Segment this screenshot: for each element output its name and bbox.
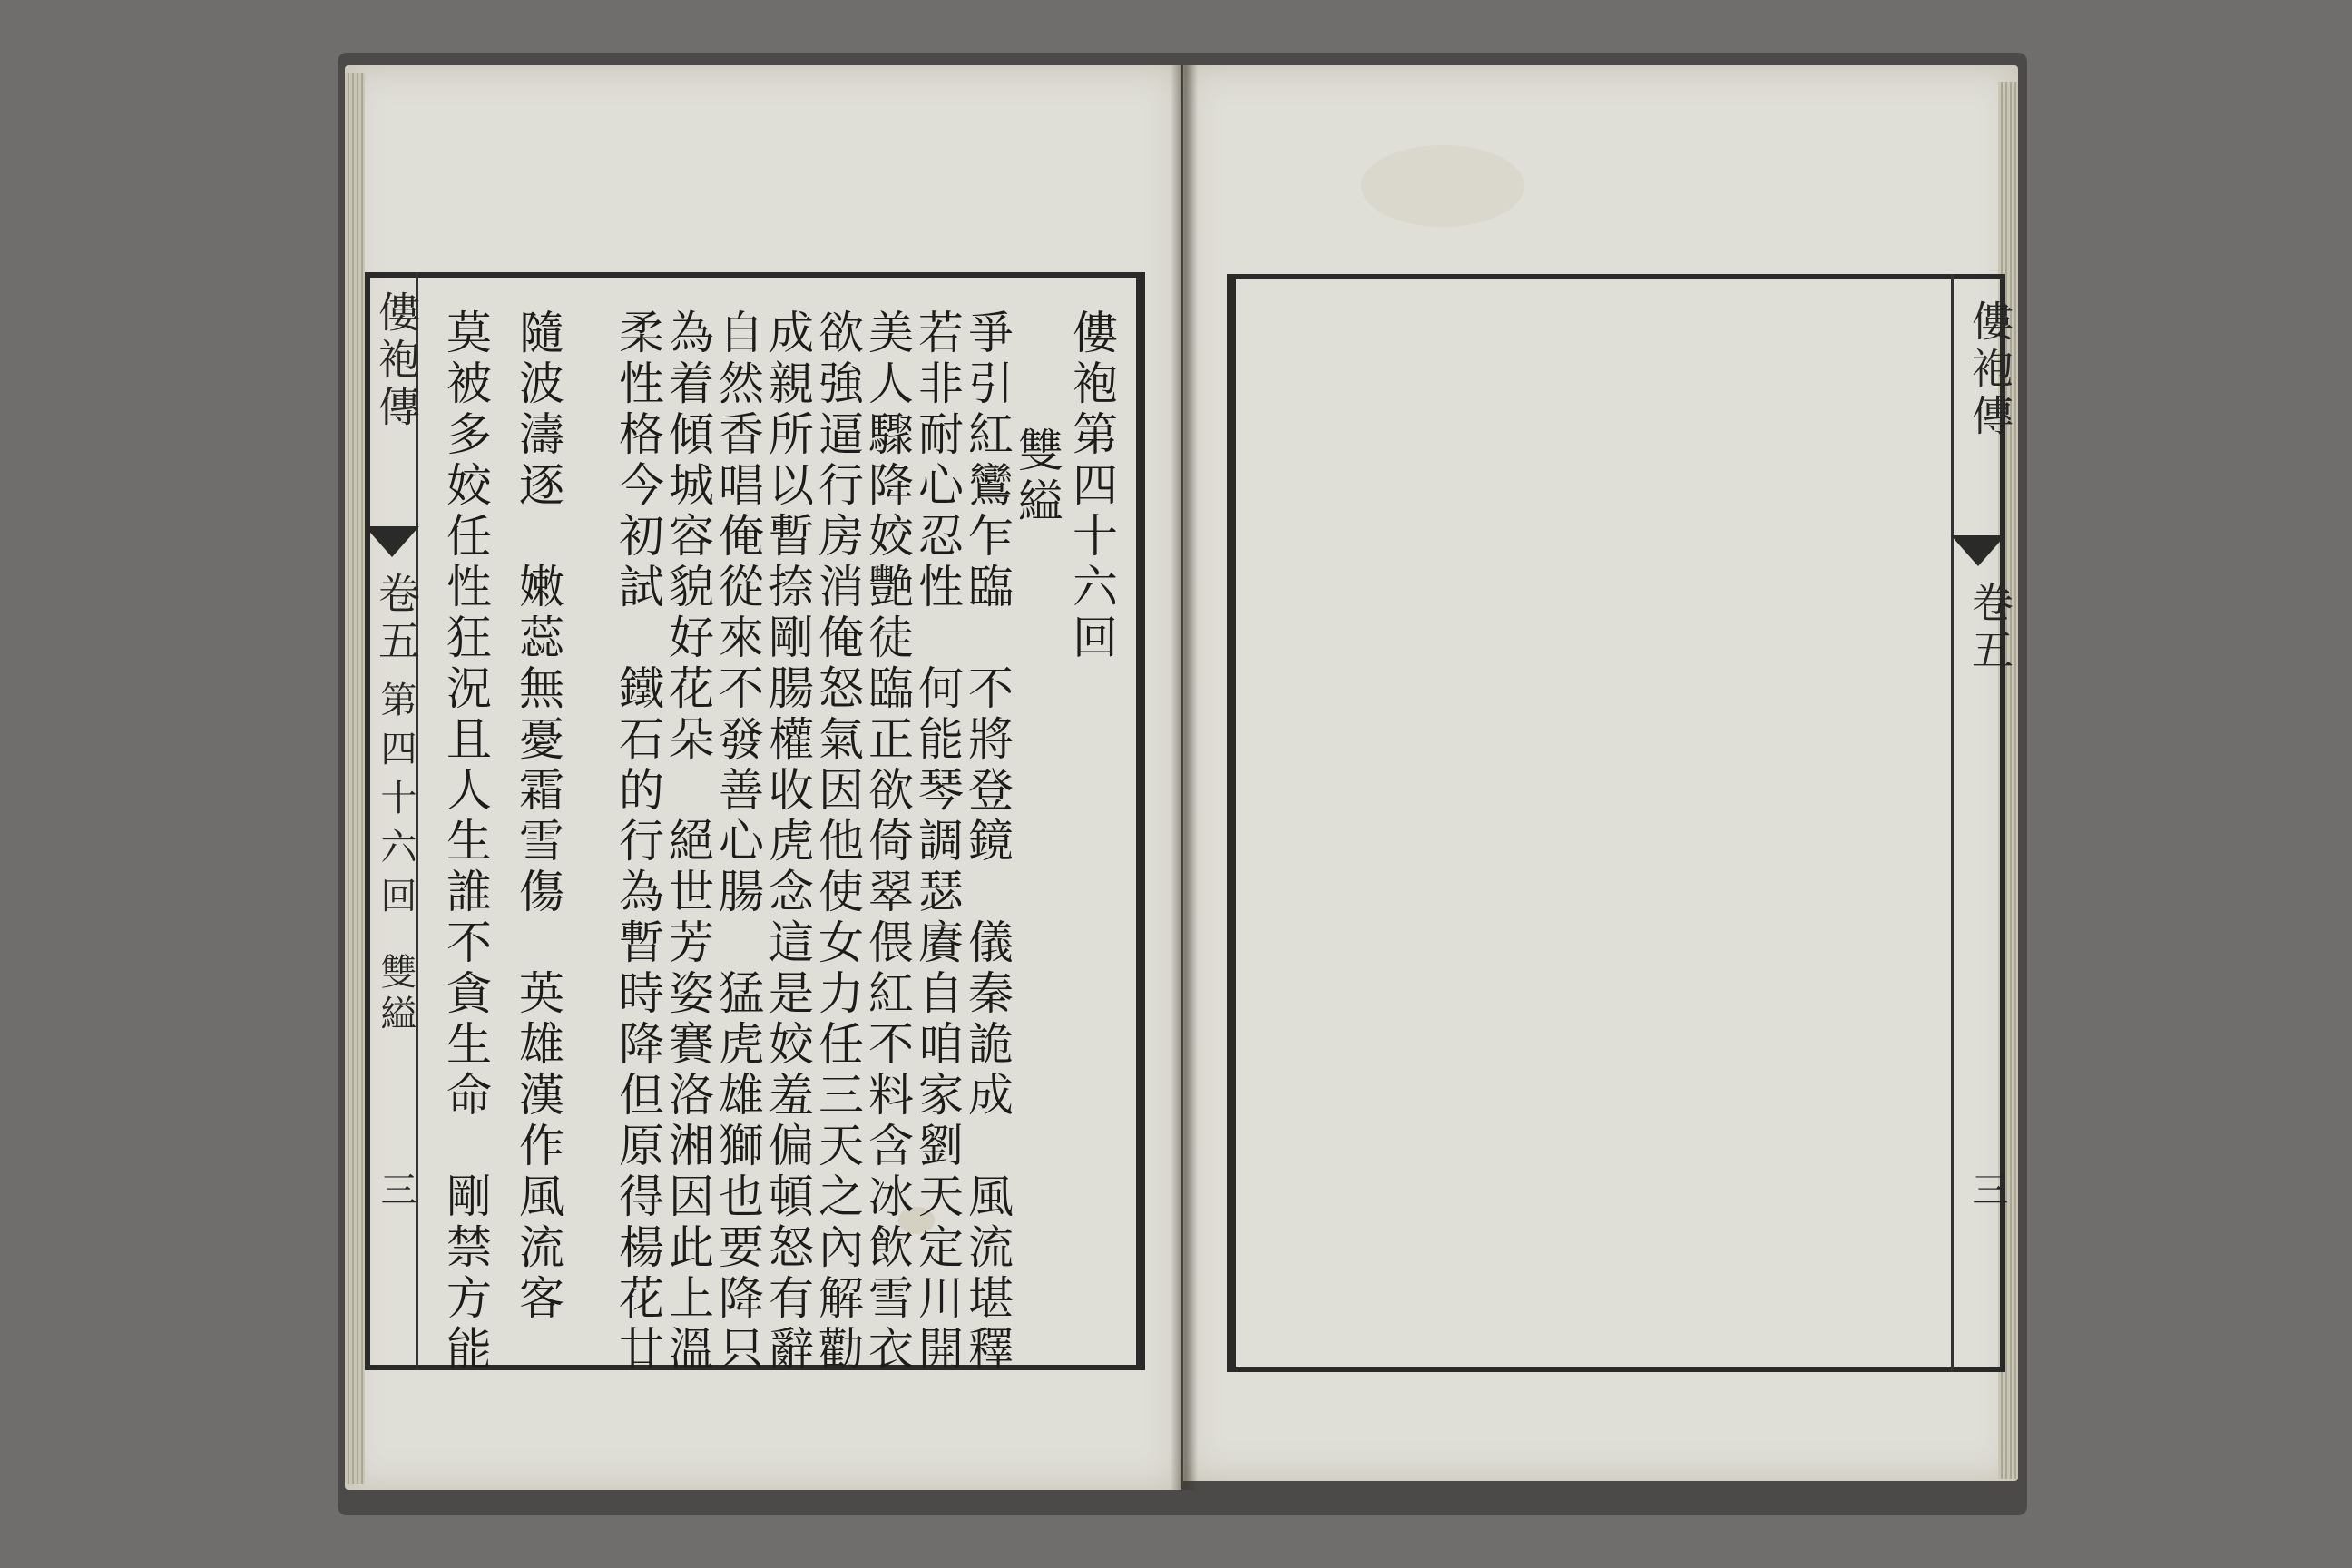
fish-tail-ornament	[1951, 535, 2005, 566]
text-column: 美人驟降姣艷徒臨正欲倚翠偎紅不料含冰飲雪衣	[861, 309, 914, 1376]
text-column: 欲強逼行房消俺怒氣因他使女力任三天之內解勸	[811, 309, 864, 1376]
left-margin-chapter: 第四十六回	[375, 681, 416, 926]
text-column: 柔性格今初試 鐵石的行為暫時降但原得楊花廿	[612, 309, 664, 1376]
left-margin-volume: 卷五	[372, 572, 421, 666]
fish-tail-ornament	[365, 526, 419, 557]
paper-stain	[1361, 145, 1524, 227]
right-margin-title: 僂袍傳	[1965, 299, 2014, 441]
right-page-frame	[1227, 274, 2005, 1372]
text-column: 自然香唱俺從來不發善心腸 猛虎雄獅也要降只	[711, 309, 764, 1376]
text-column: 僂袍第四十六回	[1065, 309, 1118, 664]
text-column: 莫被多姣任性狂況且人生誰不貪生命 剛禁方能	[439, 309, 492, 1376]
text-column: 雙縊	[1011, 426, 1063, 528]
text-column: 隨波濤逐 嫩蕊無憂霜雪傷 英雄漢作風流客	[512, 309, 564, 1325]
text-column: 爭引紅鸞乍臨 不將登鏡 儀秦詭成 風流堪釋	[961, 309, 1014, 1376]
left-page-edges	[345, 73, 365, 1484]
left-margin-title: 僂袍傳	[372, 290, 421, 432]
right-margin-page-number: 三	[1966, 1171, 2008, 1212]
right-margin-volume: 卷五	[1965, 581, 2014, 675]
left-margin-chapter-title: 雙縊	[375, 953, 416, 1036]
text-column: 為着傾城容貌好花朵 絕世芳姿賽洛湘因此上溫	[662, 309, 714, 1376]
book-gutter	[1171, 65, 1198, 1490]
left-margin-page-number: 三	[375, 1171, 416, 1212]
text-column: 成親所以暫捺剛腸權收虎念這是姣羞偏頓怒有辭	[761, 309, 814, 1376]
text-column: 若非耐心忍性 何能琴調瑟賡自咱家劉天定川開	[911, 309, 964, 1376]
